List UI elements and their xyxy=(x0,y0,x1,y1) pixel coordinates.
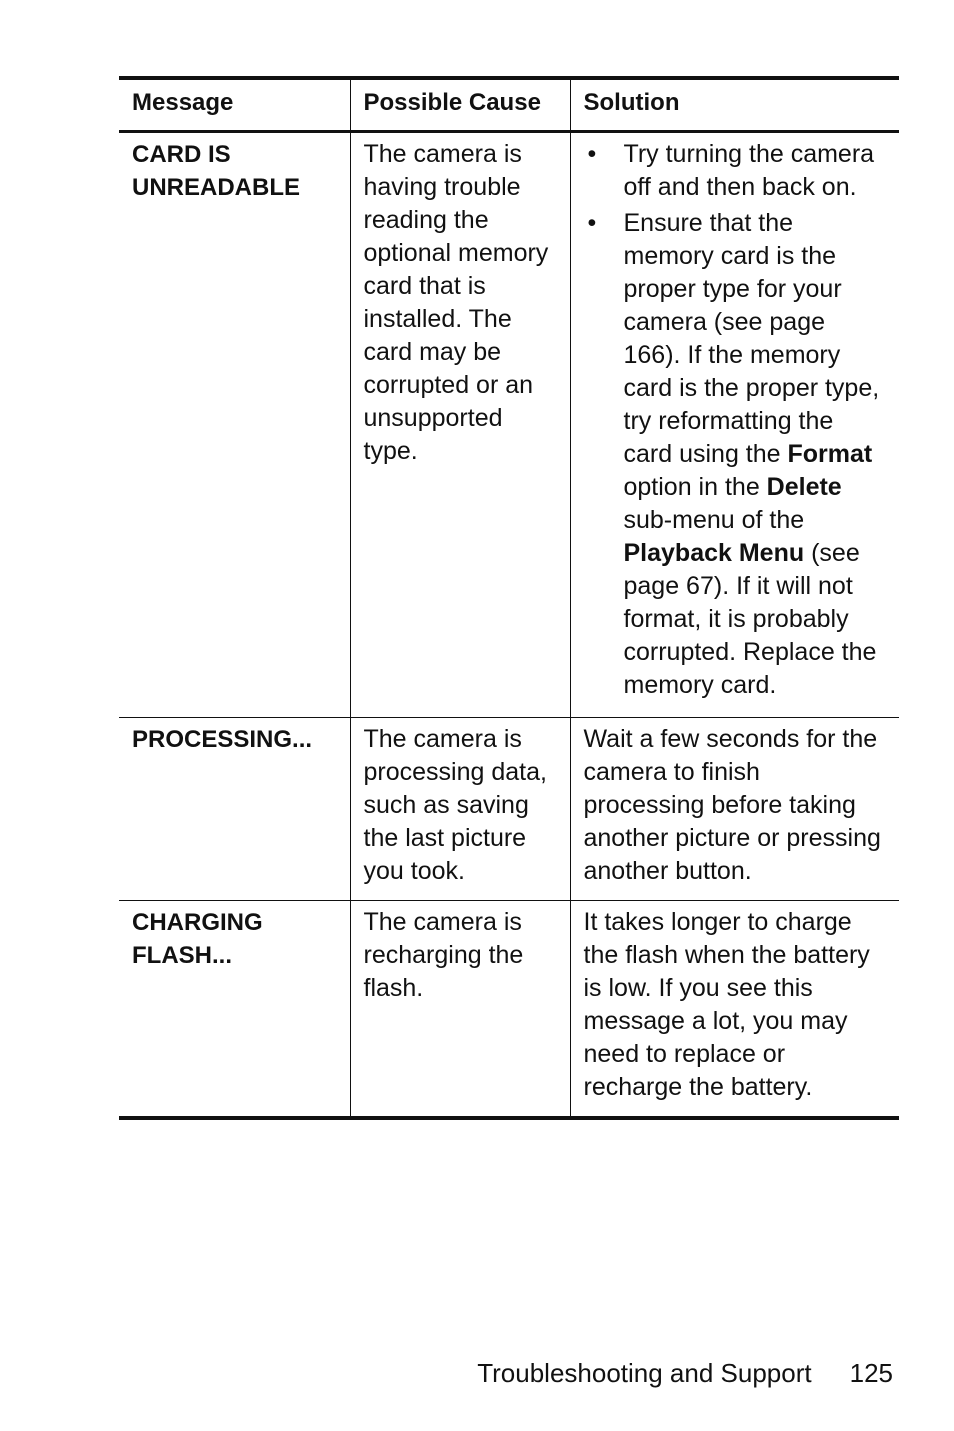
page-footer xyxy=(0,1356,893,1390)
table-row xyxy=(119,718,899,901)
playback-menu-name: Playback Menu xyxy=(623,539,805,567)
cause-cell: The camera is processing data, such as saving the last picture you took. xyxy=(350,718,570,901)
cause-cell: The camera is recharging the flash. xyxy=(350,901,570,1119)
cause-cell: The camera is having trouble reading the optional memory card that is installed. The card may be corrupted or an unsupported type. xyxy=(350,132,570,718)
footer-section-title: Troubleshooting and Support xyxy=(477,1358,812,1388)
solution-bullet-item: • Try turning the camera off and then back on. xyxy=(584,138,888,204)
table-row xyxy=(119,901,899,1119)
message-cell: CARD IS UNREADABLE xyxy=(132,141,300,201)
page-number: 125 xyxy=(849,1358,893,1388)
format-option-name: Format xyxy=(787,440,873,468)
troubleshooting-table-container xyxy=(119,76,899,1120)
message-cell: CHARGING FLASH... xyxy=(132,909,263,969)
table-row xyxy=(119,132,899,718)
solution-cell: Wait a few seconds for the camera to finish processing before taking another picture or pressing another button. xyxy=(570,718,899,901)
table-header-row xyxy=(119,78,899,132)
solution-cell xyxy=(570,132,899,718)
solution-bullet-item: • Ensure that the memory card is the proper type for your camera (see page 166). If the memory card is the proper type, try reformatting the card using the Format option in the Delete sub-menu of the Playback Menu (see page 67). If it will not format, it is probably corrupted. Replace the memory card. xyxy=(584,207,888,702)
solution-cell: It takes longer to charge the flash when the battery is low. If you see this message a lot, you may need to replace or recharge the battery. xyxy=(570,901,899,1119)
header-solution: Solution xyxy=(570,78,899,132)
solution-bullet-list xyxy=(584,138,888,702)
header-possible-cause: Possible Cause xyxy=(350,78,570,132)
header-message: Message xyxy=(132,89,234,116)
troubleshooting-table xyxy=(119,76,899,1120)
delete-submenu-name: Delete xyxy=(766,473,842,501)
message-cell: PROCESSING... xyxy=(132,726,313,753)
